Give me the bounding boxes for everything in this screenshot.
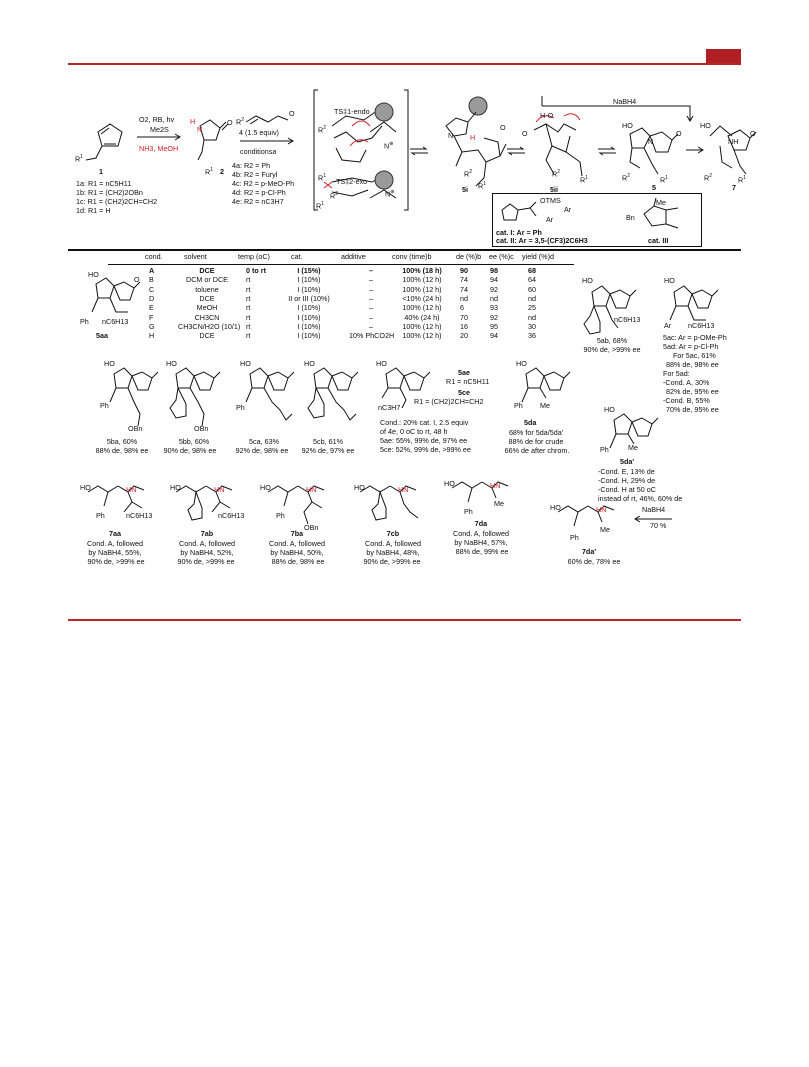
7ba-line2: by NaBH4, 50%, [270,548,324,557]
o-label-2: O [227,118,233,127]
5ae-label: 5ae [458,368,470,377]
th-cat: cat. [291,252,303,261]
table-cell: rt [246,284,251,294]
table-cell: 100% (12 h) [402,284,442,294]
5ac-line5: -Cond. A, 30% [663,378,710,387]
list4-e: 4e: R2 = nC3H7 [232,197,284,206]
table-cell: D [149,293,155,303]
r1-5i: $R^1$ [478,181,486,191]
table-cell: G [149,321,155,331]
list1-c: 1c: R1 = (CH2)2CH=CH2 [76,197,158,206]
table-cell: 94 [490,331,498,341]
reagent-nh3: NH3, MeOH [139,144,179,153]
7da2-me: Me [600,525,610,534]
table-cell: 100% (12 h) [402,321,442,331]
table-cell: 95 [490,321,498,331]
th-additive: additive [341,252,366,261]
5bb-line1: 90% de, 98% ee [163,446,217,455]
table-cell: 100% (12 h) [402,275,442,285]
list1-d: 1d: R1 = H [76,206,111,215]
ts-n-plus-2: N⊕ [385,189,395,199]
7ba-label: 7ba [290,529,304,538]
table-cell: DCE [199,266,215,275]
th-temp: temp (oC) [238,252,270,261]
table-cell: 40% (24 h) [404,312,440,322]
enal-equiv: 4 (1.5 equiv) [239,128,279,137]
5ca-line0: 5ca, 63% [249,437,279,446]
list1-a: 1a: R1 = nC5H11 [76,179,132,188]
list4-c: 4c: R2 = p-MeO-Ph [232,179,295,188]
table-cell: – [369,321,373,331]
cat-iii-me: Me [656,198,666,207]
table-cell: DCE [199,331,215,341]
5ba-ho: HO [104,359,115,368]
5bb-ho: HO [166,359,177,368]
th-ee: ee (%)c [489,252,514,261]
reagent-me2s: Me2S [150,125,169,134]
cat-II-def: cat. II: Ar = 3,5-(CF3)2C6H3 [496,236,588,245]
7ba-line3: 88% de, 98% ee [271,557,325,566]
table-cell: E [149,303,154,313]
5ce-r1: R1 = (CH2)2CH=CH2 [414,397,484,406]
list4-b: 4b: R2 = Furyl [232,170,278,179]
5da-line2: 88% de for crude [508,437,564,446]
cat-ar-2: Ar [546,215,554,224]
7aa-hn: HN [126,485,137,494]
ts-r2-bottom: $R^2$ [330,191,338,201]
th-cond: cond. [145,252,163,261]
table-cell: 90 [460,266,468,275]
equilibrium-arrow-1 [408,146,430,156]
7cb-line2: by NaBH4, 48%, [366,548,420,557]
7da-me: Me [494,499,504,508]
cmpd1-label: 1 [99,167,103,176]
5bb-line0: 5bb, 60% [178,437,210,446]
5da2-line3: -Cond. H at 50 oC [598,485,656,494]
o-5ii: O [522,129,528,138]
table-cell: 68 [528,266,536,275]
table-cell: DCM or DCE [186,275,228,285]
table-cell: – [369,293,373,303]
reagent-o2: O2, RB, hv [139,115,175,124]
table-cell: 92 [490,312,498,322]
table-cell: B [149,275,154,285]
table-cell: rt [246,303,251,313]
5ac-line6: 82% de, 95% ee [666,387,719,396]
table-cell: rt [246,321,251,331]
5bb-obn: OBn [194,424,209,433]
7ab-line1: Cond. A, followed [179,539,235,548]
r1-5: $R^1$ [660,175,668,185]
r2-5ii: $R^2$ [552,169,560,179]
5ba-line0: 5ba, 60% [106,437,138,446]
7da-hn: HN [490,481,501,490]
table-cell: 10% PhCO2H [349,331,395,341]
table-cell: F [149,312,154,322]
table-cell: CH3CN [194,312,220,322]
table-cell: rt [246,293,251,303]
5cb-line1: 92% de, 97% ee [301,446,355,455]
o-5: O [676,129,682,138]
label-5: 5 [652,183,656,192]
5aa-label: 5aa [96,331,108,340]
table-cell: I (15%) [297,266,321,275]
5ae-cond1: Cond.: 20% cat. I, 2.5 equiv [380,418,469,427]
5aa-o: O [134,275,140,284]
table-cell: 70 [460,312,468,322]
5ac-line0: 5ac: Ar = p-OMe-Ph [663,333,727,342]
catalyst-III-structure [634,196,698,236]
cat-otms: OTMS [540,196,561,205]
table-cell: I (10%) [297,331,321,341]
7aa-ph: Ph [96,511,105,520]
7cb-line3: 90% de, >99% ee [363,557,421,566]
5ca-line1: 92% de, 98% ee [235,446,289,455]
table-cell: – [369,266,373,275]
ts-endo-label: TS‡1-endo [334,107,370,116]
5ce-label: 5ce [458,388,470,397]
r2-5i: $R^2$ [464,169,472,179]
th-yield: yield (%)d [522,252,554,261]
list4-d: 4d: R2 = p-Cl-Ph [232,188,286,197]
5cb-line0: 5cb, 61% [313,437,343,446]
cat-ar-1: Ar [564,205,572,214]
n-5i: N [448,131,454,140]
5da2-ho: HO [604,405,615,414]
r1-label: $R^1$ [75,154,83,164]
table-cell: 100% (12 h) [402,303,442,313]
cat-iii-bn: Bn [626,213,635,222]
arrow-2 [238,137,298,145]
5da-label: 5da [524,418,537,427]
7cb-ho: HO [354,483,365,492]
list1-b: 1b: R1 = (CH2)2OBn [76,188,143,197]
7da-line1: Cond. A, followed [453,529,509,538]
7aa-label: 7aa [109,529,121,538]
table-header-rule [108,264,574,265]
5ae-r1: R1 = nC5H11 [446,377,490,386]
5ac-line1: 5ad: Ar = p-Cl-Ph [663,342,719,351]
7da-line3: 88% de, 99% ee [455,547,509,556]
cmpd2-label: 2 [220,167,224,176]
table-cell: 6 [460,303,464,313]
table-cell: I (10%) [297,284,321,294]
table-cell: 92 [490,284,498,294]
compound-7aa-structure [82,478,162,538]
table-cell: MeOH [196,303,218,313]
7aa-ho: HO [80,483,91,492]
7da-label: 7da [474,519,488,528]
table-cell: 20 [460,331,468,341]
top-rule [68,63,741,65]
n-5: N [648,137,654,146]
5ac-line3: 88% de, 98% ee [666,360,719,369]
5ae-ho: HO [376,359,387,368]
7ba-hn: HN [306,485,317,494]
7cb-line1: Cond. A, followed [365,539,421,548]
7cb-label: 7cb [386,529,400,538]
th-conv: conv (time)b [392,252,432,261]
table-cell: H [149,331,155,341]
7da-ph: Ph [464,507,473,516]
arrow-1 [135,133,185,141]
7ab-ho: HO [170,483,181,492]
7ba-ho: HO [260,483,271,492]
table-cell: toluene [195,284,219,294]
ts-exo-label: TS‡2-exo [336,177,368,186]
table-cell: A [149,266,155,275]
5ab-ho: HO [582,276,593,285]
5ae-sub: nC3H7 [378,403,401,412]
table-cell: 30 [528,321,536,331]
7aa-line2: by NaBH4, 55%, [88,548,142,557]
ts-r2-top: $R^2$ [318,125,326,135]
7da-ho: HO [444,479,455,488]
table-cell: 0 to rt [246,266,266,275]
table-cell: nd [528,293,536,303]
5ac-line4: For 5ad: [663,369,690,378]
7ab-line3: 90% de, >99% ee [177,557,235,566]
table-cell: 74 [460,275,468,285]
7aa-sub: nC6H13 [126,511,153,520]
5da2-label: 5da' [620,457,635,466]
ts-r1-top: $R^1$ [318,173,326,183]
5da2-line2: -Cond. H, 29% de [598,476,656,485]
th-de: de (%)b [456,252,482,261]
5ab-sub: nC6H13 [614,315,641,324]
r1-5ii: $R^1$ [580,175,588,185]
table-cell: C [149,284,155,294]
5da-line1: 68% for 5da/5da' [508,428,564,437]
5ac-ar: Ar [664,321,672,330]
table-cell: II or III (10%) [288,293,330,303]
ts-exo-catalyst [362,168,404,208]
header-accent-tab [706,49,741,63]
table-cell: rt [246,331,251,341]
5ae-result: 5ae: 55%, 99% de, 97% ee [380,436,468,445]
enal-r2: $R^2$ [236,117,244,127]
5ce-result: 5ce: 52%, 99% de, >99% ee [380,445,471,454]
5ac-line2: For 5ac, 61% [673,351,716,360]
table-cell: 64 [528,275,536,285]
7ba-obn: OBn [304,523,319,532]
table-cell: 16 [460,321,468,331]
table-cell: nd [528,312,536,322]
r2-5: $R^2$ [622,173,630,183]
5ca-ho: HO [240,359,251,368]
5da-ho: HO [516,359,527,368]
table-cell: – [369,303,373,313]
table-cell: 36 [528,331,536,341]
5da-me: Me [540,401,550,410]
conditions-label: conditionsa [240,147,277,156]
ts-endo-catalyst [362,98,404,138]
bottom-rule [68,619,741,621]
7da2-line1: 60% de, 78% ee [567,557,621,566]
r1-7: $R^1$ [738,175,746,185]
7aa-line1: Cond. A, followed [87,539,143,548]
ts-n-plus: N⊕ [384,141,394,151]
5aa-sub: nC6H13 [102,317,129,326]
table-cell: 93 [490,303,498,313]
nh-label-2: H [190,117,196,126]
7ab-label: 7ab [200,529,214,538]
table-cell: <10% (24 h) [402,293,442,303]
7da-line2: by NaBH4, 57%, [454,538,508,547]
table-cell: rt [246,275,251,285]
furan-1-structure [76,102,136,172]
table-cell: 94 [490,275,498,285]
5da2-ph: Ph [600,445,609,454]
o-5i: O [500,123,506,132]
5da-ph: Ph [514,401,523,410]
7ba-ph: Ph [276,511,285,520]
label-7: 7 [732,183,736,192]
table-cell: 25 [528,303,536,313]
7da2-hn: HN [596,505,607,514]
7da2-label: 7da' [581,547,597,556]
label-5ii: 5ii [550,185,558,194]
7ab-hn: HN [214,485,225,494]
5ac-line7: -Cond. B, 55% [663,396,710,405]
compound-5ca-structure [236,358,306,438]
compound-5cb-structure [300,358,376,438]
enal-structure [244,110,294,130]
7da2-arrow-yield: 70 % [650,521,667,530]
7ba-line1: Cond. A, followed [269,539,325,548]
table-cell: I (10%) [297,321,321,331]
7ab-line2: by NaBH4, 52%, [180,548,234,557]
o-7: O [750,129,756,138]
5ba-ph: Ph [100,401,109,410]
table-cell: 60 [528,284,536,294]
table-cell: I (10%) [297,312,321,322]
5ac-line8: 70% de, 95% ee [666,405,719,414]
nabh4-top: NaBH4 [613,97,637,106]
5da2-me: Me [628,443,638,452]
5da2-line4: instead of rt, 46%, 60% de [598,494,683,503]
7da2-arrow-reagent: NaBH4 [642,505,666,514]
label-5i: 5i [462,185,468,194]
7aa-line3: 90% de, >99% ee [87,557,145,566]
7da2-ho: HO [550,503,561,512]
5da2-line1: -Cond. E, 13% de [598,467,655,476]
5ac-sub: nC6H13 [688,321,715,330]
5ae-cond2: of 4e, 0 oC to rt, 48 h [380,427,448,436]
table-cell: 74 [460,284,468,294]
cat-III-label: cat. III [648,236,669,245]
ho-7: HO [700,121,711,130]
5cb-ho: HO [304,359,315,368]
table-cell: – [369,275,373,285]
5ab-line2: 90% de, >99% ee [583,345,641,354]
table-cell: nd [490,293,498,303]
5ca-ph: Ph [236,403,245,412]
table-cell: – [369,312,373,322]
th-solvent: solvent [184,252,207,261]
5ba-line1: 88% de, 98% ee [95,446,149,455]
nh-7: NH [728,137,739,146]
ho-5: HO [622,121,633,130]
table-cell: 100% (18 h) [402,266,442,275]
list4-a: 4a: R2 = Ph [232,161,271,170]
enal-o: O [289,109,295,118]
table-cell: I (10%) [297,275,321,285]
table-cell: DCE [199,293,215,303]
ho-5ii: H-O [540,111,554,120]
7ab-sub: nC6H13 [218,511,245,520]
table-cell: rt [246,312,251,322]
h-5i: H [470,133,476,142]
intermediate-5i-structure [432,96,512,196]
table-cell: 98 [490,266,498,275]
5ba-obn: OBn [128,424,143,433]
5aa-ho: HO [88,270,99,279]
7cb-hn: HN [398,485,409,494]
5ac-ho: HO [664,276,675,285]
compound-5ab-structure [578,276,648,340]
table-cell: 100% (12 h) [402,331,442,341]
5aa-ph: Ph [80,317,89,326]
scheme-divider [68,249,741,251]
5da-line3: 66% de after chrom. [504,446,570,455]
r1-label-2: $R^1$ [205,167,213,177]
7da2-ph: Ph [570,533,579,542]
table-cell: CH3CN/H2O (10/1) [178,321,241,331]
n-label-2: N [197,125,203,134]
equilibrium-arrow-3 [596,146,618,156]
table-cell: I (10%) [297,303,321,313]
table-cell: – [369,284,373,294]
5ab-line1: 5ab, 68% [596,336,628,345]
table-cell: nd [460,293,468,303]
cat-I-def: cat. I: Ar = Ph [496,228,542,237]
ts-r1-bottom: $R^1$ [316,201,324,211]
r2-7: $R^2$ [704,173,712,183]
